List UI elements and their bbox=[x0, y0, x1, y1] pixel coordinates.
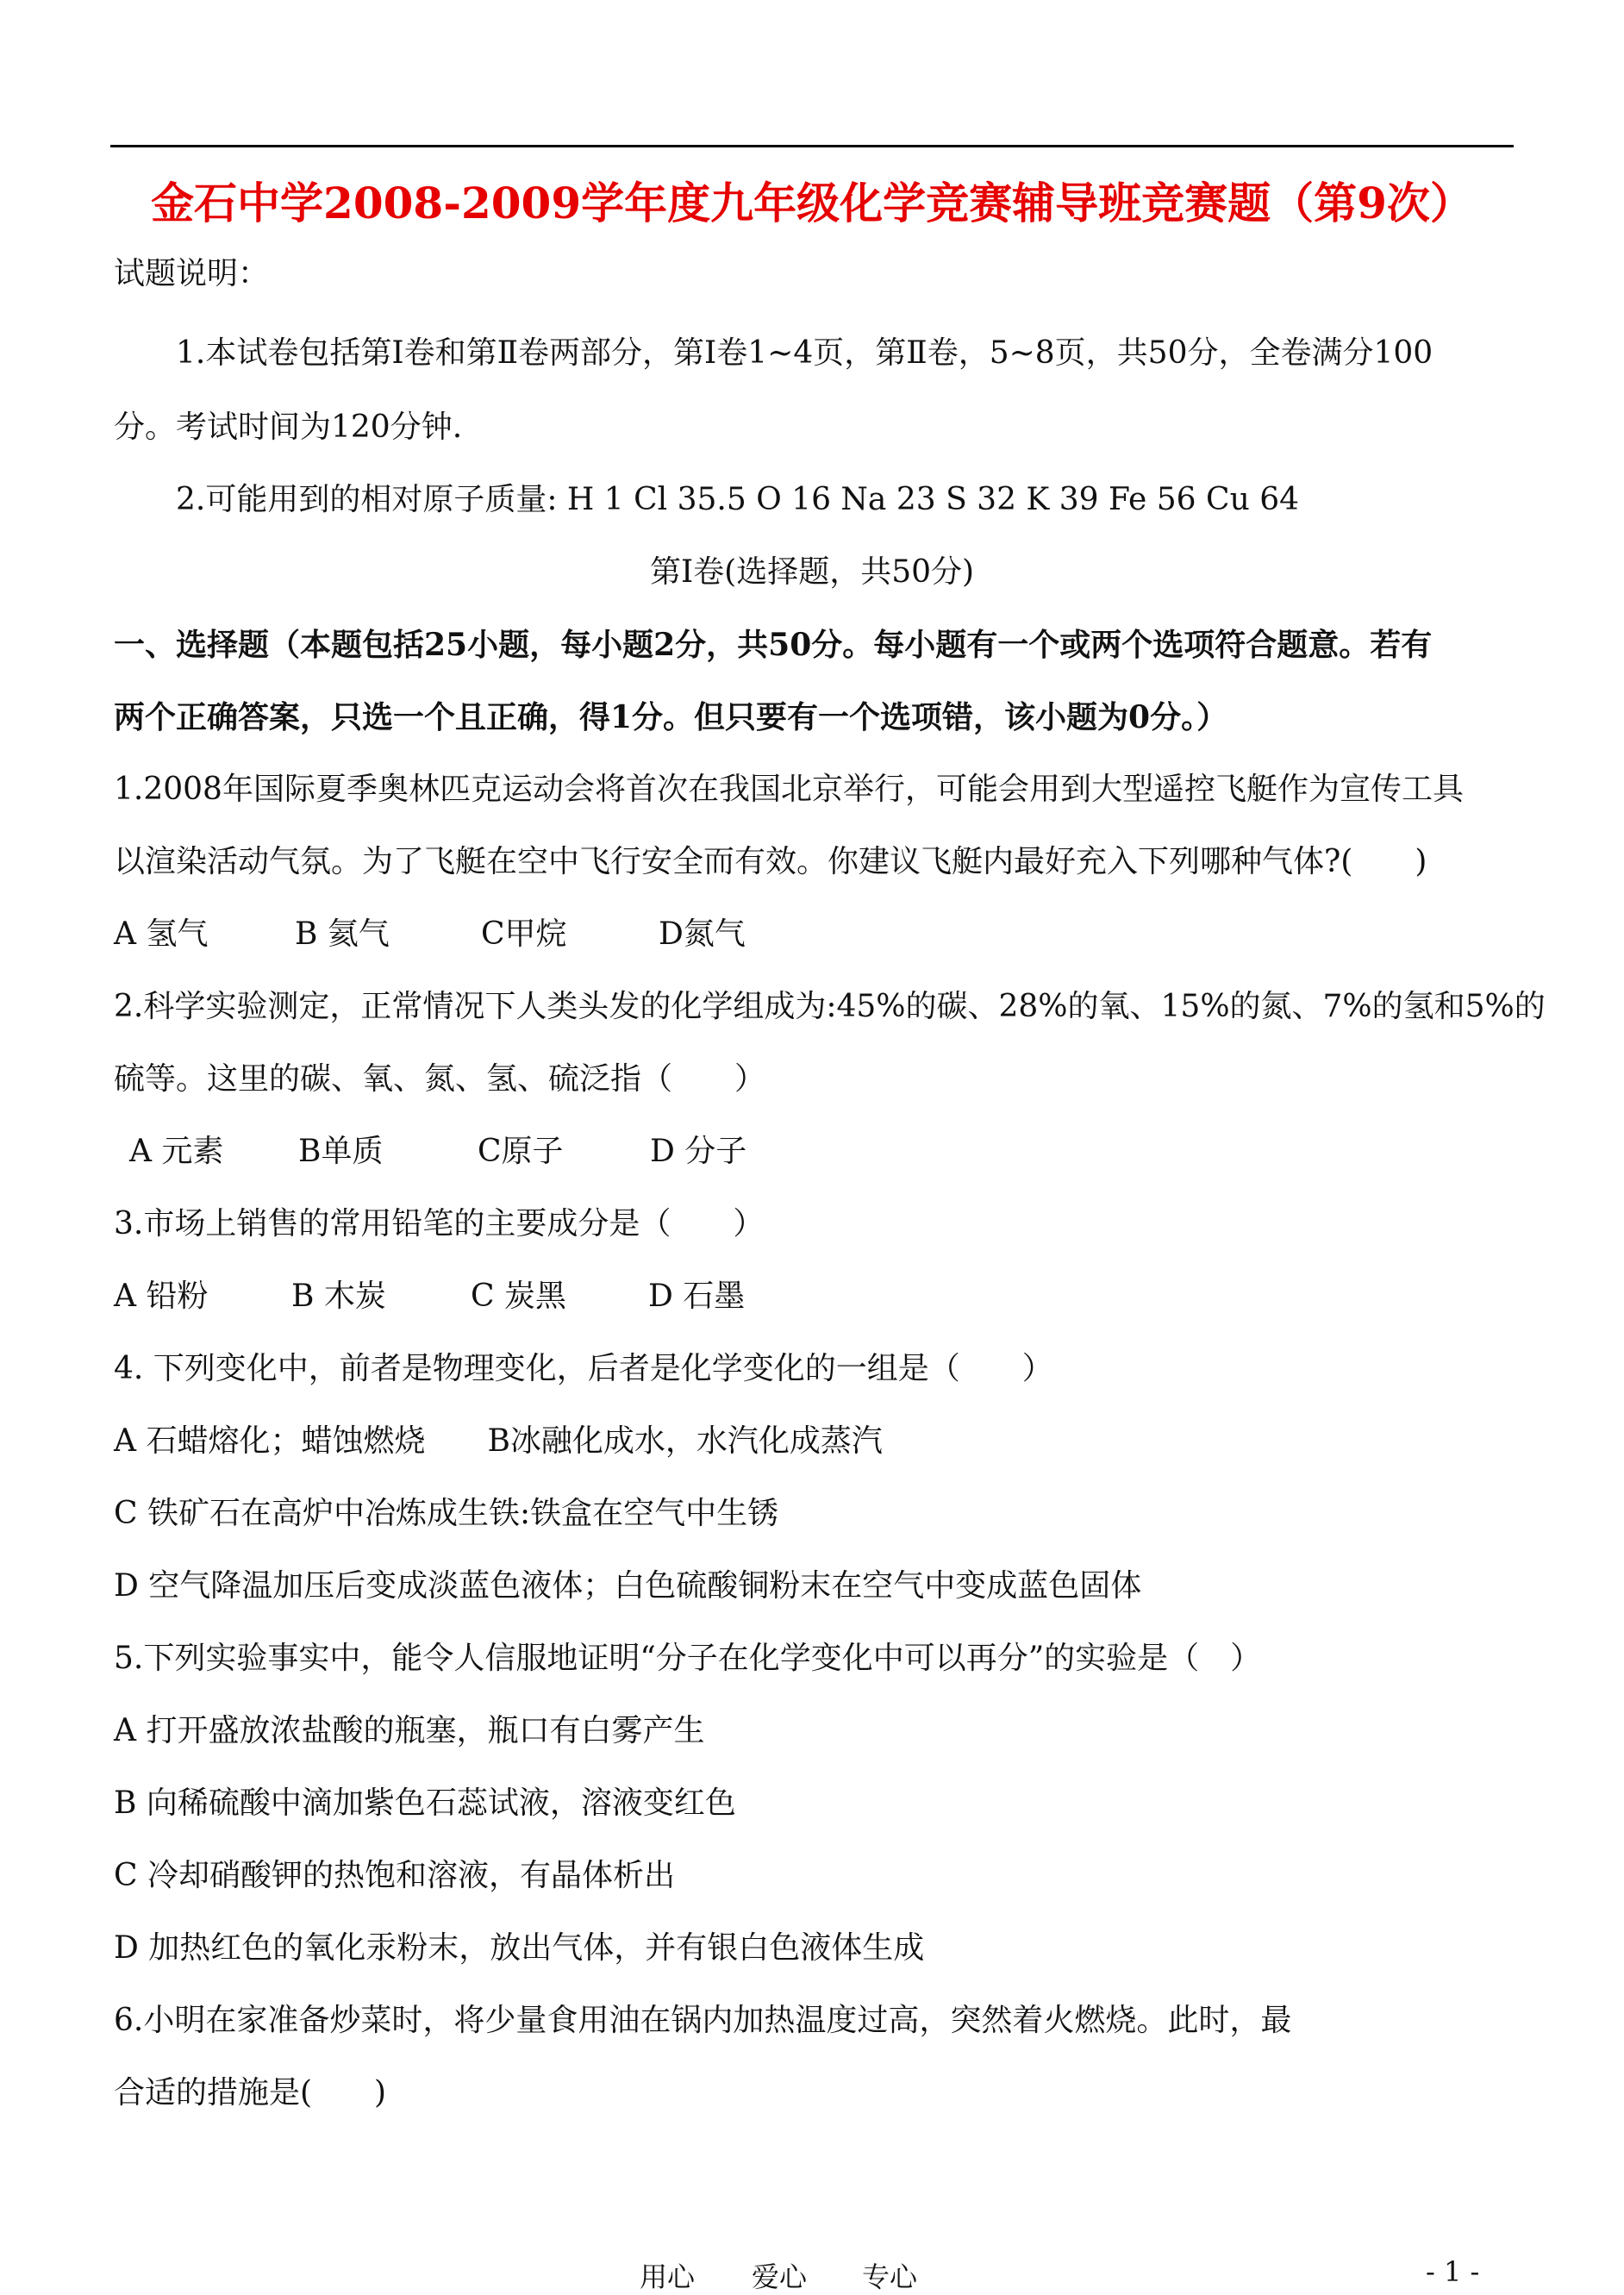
q1-line-2: 以渲染活动气氛。为了飞艇在空中飞行安全而有效。你建议飞艇内最好充入下列哪种气体?( ) bbox=[114, 844, 1427, 879]
q3-line-1: 3.市场上销售的常用铅笔的主要成分是（ ） bbox=[114, 1206, 765, 1241]
q1-option-c: C甲烷 bbox=[481, 916, 567, 952]
q3-option-a: A 铅粉 bbox=[114, 1279, 209, 1314]
q5-option-c: C 冷却硝酸钾的热饱和溶液，有晶体析出 bbox=[114, 1858, 675, 1893]
q1-option-b: B 氦气 bbox=[295, 916, 390, 952]
q1-line-1: 1.2008年国际夏季奥林匹克运动会将首次在我国北京举行，可能会用到大型遥控飞艇作为宣传工具 bbox=[114, 772, 1464, 807]
q4-line-1: 4. 下列变化中，前者是物理变化，后者是化学变化的一组是（ ） bbox=[114, 1351, 1053, 1386]
q5-line-1: 5.下列实验事实中，能令人信服地证明“分子在化学变化中可以再分”的实验是（ ） bbox=[114, 1641, 1262, 1676]
q2-option-b: B单质 bbox=[298, 1134, 384, 1169]
note-1-line-2: 分。考试时间为120分钟. bbox=[114, 410, 463, 445]
q2-line-1: 2.科学实验测定，正常情况下人类头发的化学组成为:45%的碳、28%的氧、15%的氮、7%的氢和5%的 bbox=[114, 989, 1546, 1024]
q4-option-line-1: A 石蜡熔化；蜡蚀燃烧 B冰融化成水，水汽化成蒸汽 bbox=[114, 1423, 883, 1459]
q1-option-d: D氮气 bbox=[659, 916, 746, 952]
document-title: 金石中学2008-2009学年度九年级化学竞赛辅导班竞赛题（第9次） bbox=[151, 178, 1473, 228]
top-rule bbox=[110, 145, 1514, 147]
q1-options bbox=[114, 916, 746, 954]
intro-heading: 试题说明： bbox=[114, 256, 270, 291]
q3-options bbox=[114, 1278, 745, 1316]
q6-line-2: 合适的措施是( ) bbox=[114, 2075, 387, 2111]
note-2: 2.可能用到的相对原子质量: H 1 Cl 35.5 O 16 Na 23 S 32 K 39 Fe 56 Cu 64 bbox=[176, 482, 1300, 517]
q2-line-2: 硫等。这里的碳、氧、氮、氢、硫泛指（ ） bbox=[114, 1061, 766, 1097]
q5-option-d: D 加热红色的氧化汞粉末，放出气体，并有银白色液体生成 bbox=[114, 1930, 925, 1966]
part-heading-line-2: 两个正确答案，只选一个且正确，得1分。但只要有一个选项错，该小题为0分。） bbox=[114, 699, 1228, 735]
q3-option-d: D 石墨 bbox=[648, 1279, 746, 1314]
q4-option-line-3: D 空气降温加压后变成淡蓝色液体；白色硫酸铜粉末在空气中变成蓝色固体 bbox=[114, 1568, 1142, 1604]
note-1-line-1: 1.本试卷包括第Ⅰ卷和第Ⅱ卷两部分，第Ⅰ卷1~4页，第Ⅱ卷，5~8页，共50分，全卷满分100 bbox=[176, 335, 1433, 371]
footer-word-1: 用心 bbox=[640, 2261, 696, 2293]
q3-option-b: B 木炭 bbox=[291, 1279, 386, 1314]
footer-word-3: 专心 bbox=[862, 2261, 918, 2293]
q5-option-b: B 向稀硫酸中滴加紫色石蕊试液，溶液变红色 bbox=[114, 1785, 736, 1821]
q1-option-a: A 氢气 bbox=[114, 916, 209, 952]
q2-option-a: A 元素 bbox=[129, 1134, 224, 1169]
section-title: 第Ⅰ卷(选择题，共50分) bbox=[649, 554, 975, 590]
page-number: - 1 - bbox=[1426, 2255, 1480, 2288]
q2-options bbox=[129, 1133, 746, 1171]
q2-option-d: D 分子 bbox=[650, 1134, 747, 1169]
q6-line-1: 6.小明在家准备炒菜时，将少量食用油在锅内加热温度过高，突然着火燃烧。此时，最 bbox=[114, 2003, 1292, 2038]
part-heading-line-1: 一、选择题（本题包括25小题，每小题2分，共50分。每小题有一个或两个选项符合题意。若有 bbox=[114, 627, 1433, 663]
q2-option-c: C原子 bbox=[478, 1134, 564, 1169]
footer-word-2: 爱心 bbox=[752, 2261, 808, 2293]
q5-option-a: A 打开盛放浓盐酸的瓶塞，瓶口有白雾产生 bbox=[114, 1713, 705, 1748]
q3-option-c: C 炭黑 bbox=[471, 1279, 566, 1314]
q4-option-line-2: C 铁矿石在高炉中冶炼成生铁:铁盒在空气中生锈 bbox=[114, 1496, 779, 1531]
